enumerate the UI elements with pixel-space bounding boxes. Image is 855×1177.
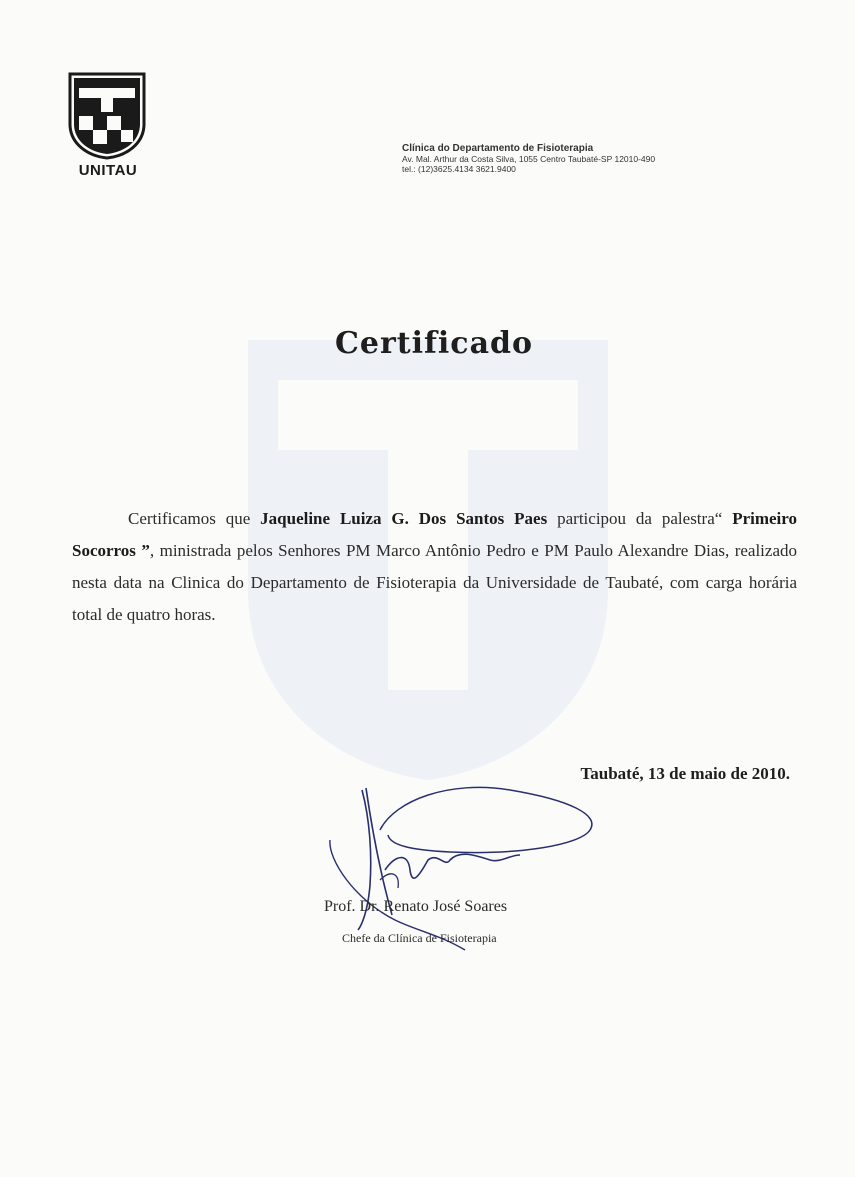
lecture-title: Primeiro Socorros ” (72, 509, 798, 560)
signer-name: Prof. Dr. Renato José Soares (324, 898, 508, 915)
body-rest: , ministrada pelos Senhores PM Marco Antônio Pedro e PM Paulo Alexandre Dias, realizado nesta data na Clinica do Departamento de Fisioterapia da Universidade de Taubaté, com carga horária total de quatro horas. (72, 541, 797, 624)
clinic-name: Clínica do Departamento de Fisioterapia (402, 143, 594, 154)
signer-role: Chefe da Clínica de Fisioterapia (342, 931, 497, 945)
clinic-address: Av. Mal. Arthur da Costa Silva, 1055 Centro Taubaté-SP 12010-490 (402, 154, 656, 164)
certificate-title: Certificado (334, 326, 534, 361)
participant-name: Jaqueline Luiza G. Dos Santos Paes (260, 509, 548, 528)
body-middle: participou da palestra“ (547, 509, 733, 528)
unitau-logo-icon (68, 72, 146, 160)
clinic-header (402, 143, 655, 174)
clinic-phone: tel.: (12)3625.4134 3621.9400 (402, 164, 516, 174)
certificate-body (72, 503, 797, 631)
issue-date: Taubaté, 13 de maio de 2010. (580, 764, 790, 783)
handwritten-signature (300, 760, 620, 960)
body-intro: Certificamos que (128, 509, 261, 528)
logo-text: UNITAU (78, 162, 138, 179)
